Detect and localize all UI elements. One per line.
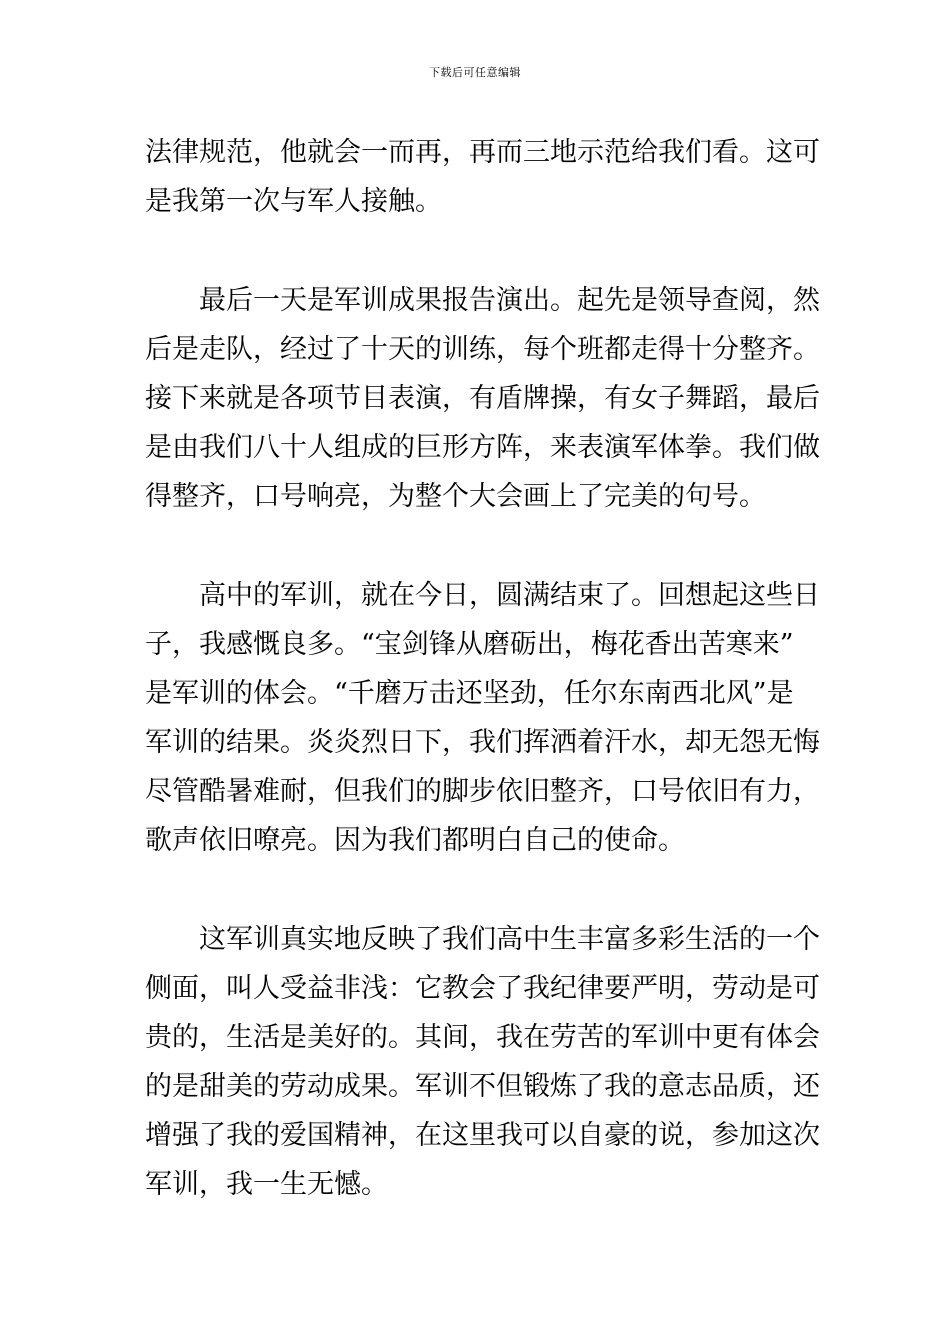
paragraph-3 — [145, 571, 820, 865]
text-line: 是军训的体会。“千磨万击还坚劲，任尔东南西北风”是 — [145, 678, 794, 709]
text-line: 是我第一次与军人接触。 — [145, 186, 442, 217]
paragraph-1 — [145, 128, 820, 226]
paragraph-gap — [145, 865, 807, 915]
document-body — [145, 128, 820, 1209]
paragraph-2 — [145, 276, 820, 521]
paragraph-4 — [145, 915, 820, 1209]
text-line: 接下来就是各项节目表演，有盾牌操，有女子舞蹈，最后 — [145, 383, 820, 414]
text-line: 侧面，叫人受益非浅：它教会了我纪律要严明，劳动是可 — [145, 973, 820, 1004]
text-line: 歌声依旧嘹亮。因为我们都明白自己的使命。 — [145, 825, 685, 856]
text-line: 法律规范，他就会一而再，再而三地示范给我们看。这可 — [145, 137, 820, 168]
text-line: 军训的结果。炎炎烈日下，我们挥洒着汗水，却无怨无悔 — [145, 727, 820, 758]
text-line: 后是走队，经过了十天的训练，每个班都走得十分整齐。 — [145, 334, 820, 365]
text-line: 增强了我的爱国精神，在这里我可以自豪的说，参加这次 — [145, 1120, 820, 1151]
text-line: 军训，我一生无憾。 — [145, 1169, 388, 1200]
text-line: 贵的，生活是美好的。其间，我在劳苦的军训中更有体会 — [145, 1022, 820, 1053]
page-header: 下载后可任意编辑 — [429, 66, 521, 79]
text-line: 这军训真实地反映了我们高中生丰富多彩生活的一个 — [145, 924, 820, 955]
text-line: 最后一天是军训成果报告演出。起先是领导查阅，然 — [145, 285, 820, 316]
text-line: 得整齐，口号响亮，为整个大会画上了完美的句号。 — [145, 481, 766, 512]
text-line: 是由我们八十人组成的巨形方阵，来表演军体拳。我们做 — [145, 432, 820, 463]
paragraph-gap — [145, 226, 807, 276]
text-line: 尽管酷暑难耐，但我们的脚步依旧整齐，口号依旧有力， — [145, 776, 820, 807]
text-line: 子，我感慨良多。“宝剑锋从磨砺出，梅花香出苦寒来” — [145, 629, 794, 660]
text-line: 高中的军训，就在今日，圆满结束了。回想起这些日 — [145, 580, 820, 611]
paragraph-gap — [145, 521, 807, 571]
text-line: 的是甜美的劳动成果。军训不但锻炼了我的意志品质，还 — [145, 1071, 820, 1102]
